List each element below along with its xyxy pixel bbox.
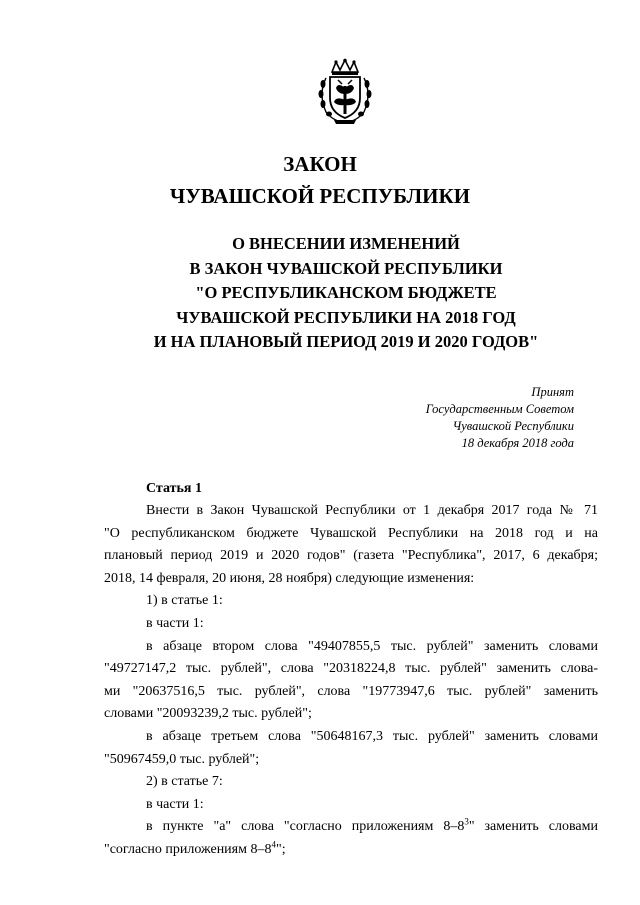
text-run: " заменить словами <box>468 819 598 835</box>
paragraph-line: 1) в статье 1: <box>146 593 223 609</box>
subtitle-line-2: В ЗАКОН ЧУВАШСКОЙ РЕСПУБЛИКИ <box>189 258 503 278</box>
text-run: "; <box>275 841 286 857</box>
adoption-line-2: Государственным Советом <box>425 402 574 416</box>
paragraph-line: 2018, 14 февраля, 20 июня, 28 ноября) следующие изменения: <box>104 570 475 586</box>
paragraph-line: "49727147,2 тыс. рублей", слова "20318224,8 тыс. рублей" заменить слова- <box>104 661 598 677</box>
law-title <box>0 148 640 212</box>
subtitle-line-4: ЧУВАШСКОЙ РЕСПУБЛИКИ НА 2018 ГОД <box>176 307 516 327</box>
adoption-note <box>426 384 574 452</box>
adoption-line-1: Принят <box>531 385 574 399</box>
paragraph-line: в абзаце третьем слова "50648167,3 тыс. рублей" заменить словами <box>146 728 598 744</box>
subtitle-line-5: И НА ПЛАНОВЫЙ ПЕРИОД 2019 И 2020 ГОДОВ" <box>153 332 539 351</box>
article-heading: Статья 1 <box>146 481 202 496</box>
paragraph-line: словами "20093239,2 тыс. рублей"; <box>104 706 312 722</box>
chuvash-emblem-icon <box>312 58 378 126</box>
law-title-line-1: ЗАКОН <box>283 152 357 176</box>
paragraph-line: в части 1: <box>146 796 204 812</box>
paragraph-line: "О республиканском бюджете Чувашской Республики на 2018 год и на <box>104 525 598 541</box>
paragraph-line <box>104 816 598 839</box>
text-run: "согласно приложениям 8–8 <box>104 841 272 857</box>
paragraph-line: ми "20637516,5 тыс. рублей", слова "19773947,6 тыс. рублей" заменить <box>104 683 598 699</box>
paragraph-line: в части 1: <box>146 615 204 631</box>
paragraph-line <box>104 839 598 862</box>
superscript: 4 <box>271 839 276 850</box>
article-body <box>104 500 598 862</box>
subtitle-line-3: "О РЕСПУБЛИКАНСКОМ БЮДЖЕТЕ <box>195 283 497 302</box>
law-subtitle <box>0 232 640 355</box>
paragraph-line: в абзаце втором слова "49407855,5 тыс. рублей" заменить словами <box>146 638 598 654</box>
superscript: 3 <box>464 816 469 827</box>
paragraph-line: 2) в статье 7: <box>146 774 223 790</box>
paragraph-line: Внести в Закон Чувашской Республики от 1 декабря 2017 года № 71 <box>146 503 598 518</box>
text-run: в пункте "а" слова "согласно приложениям 8–8 <box>146 819 465 835</box>
paragraph-line: "50967459,0 тыс. рублей"; <box>104 751 260 767</box>
law-title-line-2: ЧУВАШСКОЙ РЕСПУБЛИКИ <box>169 184 471 208</box>
adoption-line-3: Чувашской Республики <box>452 419 574 433</box>
adoption-line-4: 18 декабря 2018 года <box>461 436 574 450</box>
paragraph-line: плановый период 2019 и 2020 годов" (газета "Республика", 2017, 6 декабря; <box>104 548 598 564</box>
subtitle-line-1: О ВНЕСЕНИИ ИЗМЕНЕНИЙ <box>232 234 460 253</box>
